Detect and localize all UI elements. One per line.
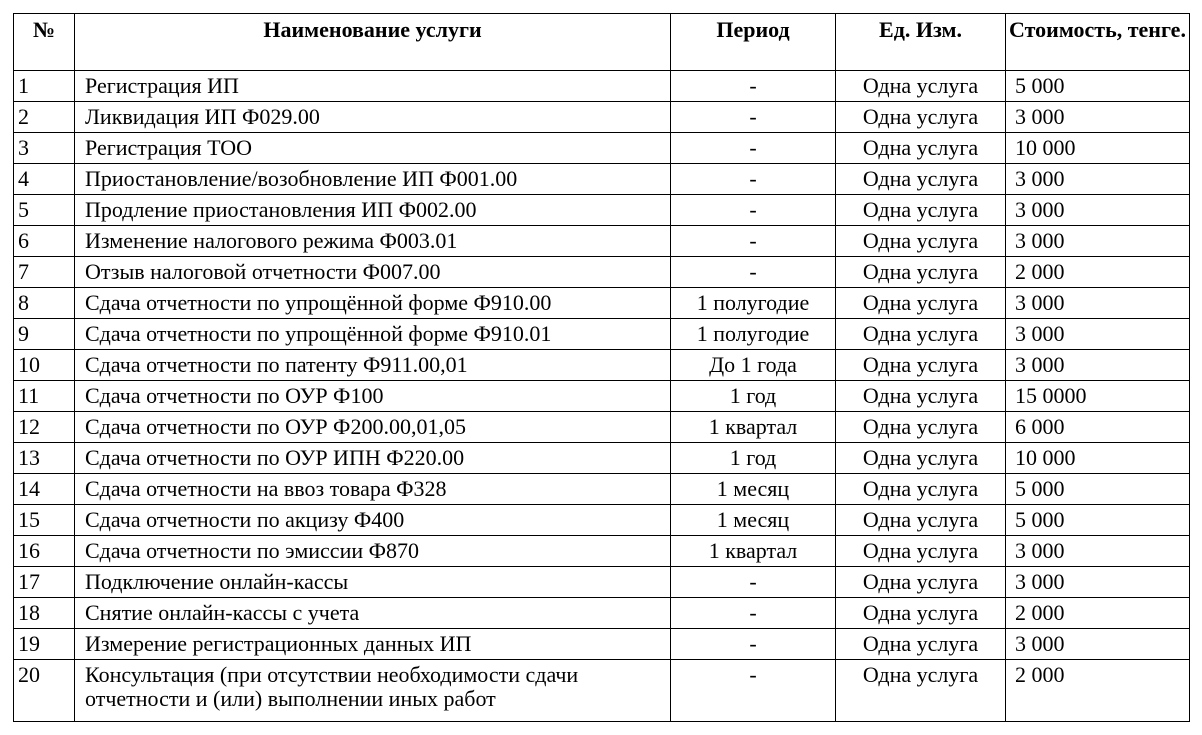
cell-number: 4 — [14, 164, 75, 195]
cell-service-name: Изменение налогового режима Ф003.01 — [75, 226, 671, 257]
cell-service-name: Сдача отчетности по акцизу Ф400 — [75, 505, 671, 536]
cell-unit: Одна услуга — [836, 133, 1006, 164]
cell-number: 12 — [14, 412, 75, 443]
cell-unit: Одна услуга — [836, 350, 1006, 381]
cell-unit: Одна услуга — [836, 71, 1006, 102]
price-table-header — [14, 14, 1190, 71]
cell-cost: 5 000 — [1006, 71, 1190, 102]
cell-service-name: Регистрация ИП — [75, 71, 671, 102]
cell-cost: 3 000 — [1006, 288, 1190, 319]
cell-cost: 10 000 — [1006, 133, 1190, 164]
cell-unit: Одна услуга — [836, 505, 1006, 536]
cell-number: 7 — [14, 257, 75, 288]
cell-period: - — [671, 226, 836, 257]
cell-period: - — [671, 567, 836, 598]
header-number: № — [14, 14, 75, 71]
table-row — [14, 660, 1190, 722]
table-row — [14, 226, 1190, 257]
header-period: Период — [671, 14, 836, 71]
table-row — [14, 536, 1190, 567]
cell-service-name: Продление приостановления ИП Ф002.00 — [75, 195, 671, 226]
cell-unit: Одна услуга — [836, 226, 1006, 257]
price-table-body — [14, 71, 1190, 722]
cell-cost: 2 000 — [1006, 660, 1190, 722]
table-row — [14, 102, 1190, 133]
cell-service-name: Приостановление/возобновление ИП Ф001.00 — [75, 164, 671, 195]
table-row — [14, 195, 1190, 226]
cell-cost: 3 000 — [1006, 350, 1190, 381]
cell-period: 1 месяц — [671, 474, 836, 505]
cell-number: 17 — [14, 567, 75, 598]
cell-period: - — [671, 195, 836, 226]
cell-cost: 3 000 — [1006, 195, 1190, 226]
cell-cost: 2 000 — [1006, 598, 1190, 629]
cell-service-name: Ликвидация ИП Ф029.00 — [75, 102, 671, 133]
cell-service-name: Консультация (при отсутствии необходимости сдачи отчетности и (или) выполнении иных работ — [75, 660, 671, 722]
cell-service-name: Сдача отчетности по эмиссии Ф870 — [75, 536, 671, 567]
cell-cost: 10 000 — [1006, 443, 1190, 474]
cell-cost: 3 000 — [1006, 226, 1190, 257]
cell-service-name: Отзыв налоговой отчетности Ф007.00 — [75, 257, 671, 288]
cell-number: 9 — [14, 319, 75, 350]
cell-cost: 5 000 — [1006, 505, 1190, 536]
cell-unit: Одна услуга — [836, 660, 1006, 722]
table-row — [14, 133, 1190, 164]
cell-unit: Одна услуга — [836, 629, 1006, 660]
header-row — [14, 14, 1190, 71]
table-row — [14, 319, 1190, 350]
cell-cost: 3 000 — [1006, 102, 1190, 133]
cell-unit: Одна услуга — [836, 598, 1006, 629]
cell-service-name: Измерение регистрационных данных ИП — [75, 629, 671, 660]
table-row — [14, 71, 1190, 102]
cell-service-name: Регистрация ТОО — [75, 133, 671, 164]
cell-cost: 5 000 — [1006, 474, 1190, 505]
cell-service-name: Снятие онлайн-кассы с учета — [75, 598, 671, 629]
cell-unit: Одна услуга — [836, 288, 1006, 319]
cell-period: 1 год — [671, 381, 836, 412]
cell-unit: Одна услуга — [836, 319, 1006, 350]
cell-period: - — [671, 133, 836, 164]
cell-period: - — [671, 629, 836, 660]
cell-period: 1 полугодие — [671, 288, 836, 319]
cell-service-name: Подключение онлайн-кассы — [75, 567, 671, 598]
cell-service-name: Сдача отчетности по ОУР ИПН Ф220.00 — [75, 443, 671, 474]
cell-number: 6 — [14, 226, 75, 257]
cell-period: - — [671, 598, 836, 629]
table-row — [14, 257, 1190, 288]
cell-unit: Одна услуга — [836, 567, 1006, 598]
cell-unit: Одна услуга — [836, 195, 1006, 226]
table-row — [14, 350, 1190, 381]
cell-cost: 3 000 — [1006, 629, 1190, 660]
table-row — [14, 567, 1190, 598]
cell-unit: Одна услуга — [836, 381, 1006, 412]
cell-cost: 6 000 — [1006, 412, 1190, 443]
cell-period: - — [671, 102, 836, 133]
cell-unit: Одна услуга — [836, 102, 1006, 133]
table-row — [14, 381, 1190, 412]
table-row — [14, 443, 1190, 474]
cell-unit: Одна услуга — [836, 257, 1006, 288]
cell-number: 13 — [14, 443, 75, 474]
cell-number: 1 — [14, 71, 75, 102]
header-unit: Ед. Изм. — [836, 14, 1006, 71]
table-row — [14, 598, 1190, 629]
cell-period: 1 квартал — [671, 536, 836, 567]
cell-number: 20 — [14, 660, 75, 722]
cell-number: 14 — [14, 474, 75, 505]
cell-number: 19 — [14, 629, 75, 660]
cell-service-name: Сдача отчетности по упрощённой форме Ф910.00 — [75, 288, 671, 319]
cell-service-name: Сдача отчетности на ввоз товара Ф328 — [75, 474, 671, 505]
cell-number: 2 — [14, 102, 75, 133]
cell-number: 3 — [14, 133, 75, 164]
cell-cost: 3 000 — [1006, 164, 1190, 195]
cell-unit: Одна услуга — [836, 474, 1006, 505]
cell-cost: 3 000 — [1006, 567, 1190, 598]
cell-period: - — [671, 257, 836, 288]
cell-unit: Одна услуга — [836, 443, 1006, 474]
cell-cost: 15 0000 — [1006, 381, 1190, 412]
cell-service-name: Сдача отчетности по патенту Ф911.00,01 — [75, 350, 671, 381]
cell-number: 10 — [14, 350, 75, 381]
cell-period: До 1 года — [671, 350, 836, 381]
table-row — [14, 505, 1190, 536]
cell-cost: 2 000 — [1006, 257, 1190, 288]
cell-period: 1 месяц — [671, 505, 836, 536]
cell-period: 1 год — [671, 443, 836, 474]
cell-number: 5 — [14, 195, 75, 226]
cell-unit: Одна услуга — [836, 536, 1006, 567]
cell-number: 18 — [14, 598, 75, 629]
cell-cost: 3 000 — [1006, 536, 1190, 567]
price-table — [13, 13, 1190, 722]
cell-period: - — [671, 71, 836, 102]
cell-number: 15 — [14, 505, 75, 536]
cell-number: 16 — [14, 536, 75, 567]
cell-cost: 3 000 — [1006, 319, 1190, 350]
header-service-name: Наименование услуги — [75, 14, 671, 71]
cell-unit: Одна услуга — [836, 412, 1006, 443]
cell-period: 1 квартал — [671, 412, 836, 443]
header-cost: Стоимость, тенге. — [1006, 14, 1190, 71]
table-row — [14, 629, 1190, 660]
table-row — [14, 412, 1190, 443]
table-row — [14, 288, 1190, 319]
cell-number: 8 — [14, 288, 75, 319]
table-row — [14, 164, 1190, 195]
cell-service-name: Сдача отчетности по ОУР Ф100 — [75, 381, 671, 412]
cell-number: 11 — [14, 381, 75, 412]
cell-period: 1 полугодие — [671, 319, 836, 350]
cell-period: - — [671, 164, 836, 195]
cell-service-name: Сдача отчетности по упрощённой форме Ф910.01 — [75, 319, 671, 350]
cell-unit: Одна услуга — [836, 164, 1006, 195]
table-row — [14, 474, 1190, 505]
cell-period: - — [671, 660, 836, 722]
cell-service-name: Сдача отчетности по ОУР Ф200.00,01,05 — [75, 412, 671, 443]
